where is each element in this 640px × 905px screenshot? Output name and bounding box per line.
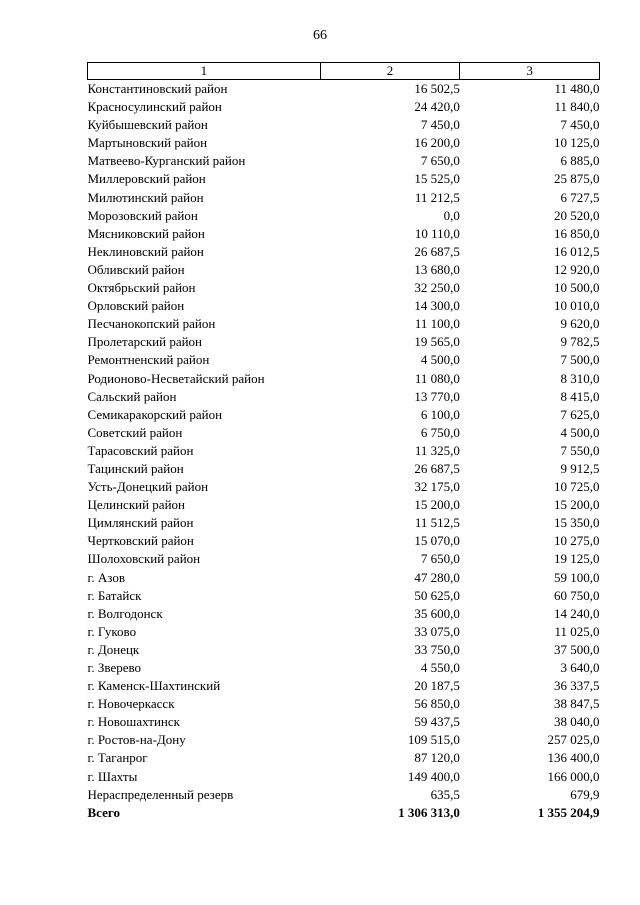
table-row [88,478,600,496]
cell-name: Нераспределенный резерв [87,786,234,802]
table-row [88,677,600,695]
table-row [88,370,600,388]
cell-value-col3: 4 500,0 [560,424,600,440]
cell-value-col3: 38 847,5 [554,696,600,712]
cell-value-col3: 11 840,0 [554,99,600,115]
cell-name: Тарасовский район [87,442,194,458]
column-header-1: 1 [88,63,321,80]
cell-name: г. Зверево [87,660,142,675]
table-row [88,388,600,406]
cell-value-col2: 35 600,0 [414,605,460,621]
cell-value-col3: 6 727,5 [560,189,600,205]
cell-name: Обливский район [87,261,185,277]
cell-value-col2: 11 512,5 [414,515,460,531]
cell-value-col2: 47 280,0 [414,569,460,585]
cell-value-col3: 257 025,0 [547,732,600,748]
cell-value-col2: 635,5 [430,786,460,802]
cell-value-col2: 7 450,0 [420,117,460,133]
cell-name: Миллеровский район [87,171,206,187]
table-row [88,659,600,677]
table-row [88,80,600,99]
cell-name: Морозовский район [87,207,198,223]
table-row [88,351,600,369]
cell-value-col2: 149 400,0 [407,768,460,784]
cell-value-col3: 6 885,0 [560,153,600,169]
cell-value-col3: 25 875,0 [554,171,600,187]
cell-value-col2: 26 687,5 [414,460,460,476]
cell-name: Октябрьский район [87,280,196,296]
cell-value-col2: 16 502,5 [414,81,460,96]
table-row [88,496,600,514]
cell-value-col2: 4 550,0 [420,660,460,675]
cell-name: г. Каменск-Шахтинский [87,678,221,694]
cell-value-col3: 11 480,0 [554,81,600,96]
cell-value-col2: 20 187,5 [414,678,460,694]
cell-value-col3: 9 620,0 [560,316,600,332]
cell-value-col3: 9 782,5 [560,334,600,350]
table-row [88,713,600,731]
column-header-3: 3 [460,63,600,80]
cell-name: г. Ростов-на-Дону [87,732,186,748]
cell-name: Тацинский район [87,460,184,476]
cell-name: г. Донецк [87,641,140,657]
table-row [88,786,600,804]
cell-name: Усть-Донецкий район [87,479,209,495]
table-row [88,587,600,605]
cell-name: Сальский район [87,388,177,404]
cell-value-col2: 6 750,0 [420,424,460,440]
cell-value-col2: 32 250,0 [414,280,460,296]
cell-value-col2: 33 075,0 [414,623,460,639]
cell-value-col3: 10 275,0 [554,533,600,549]
cell-value-col2: 87 120,0 [414,750,460,766]
cell-value-col3: 8 415,0 [560,388,600,404]
cell-name: Цимлянский район [87,515,194,531]
cell-name: Орловский район [87,298,185,314]
table-row [88,768,600,786]
cell-value-col3: 3 640,0 [560,660,600,675]
cell-value-col3: 12 920,0 [554,261,600,277]
cell-value-col2: 13 680,0 [414,261,460,277]
cell-value-col2: 11 100,0 [414,316,460,332]
allocation-table [87,62,600,822]
cell-value-col3: 16 012,5 [554,243,600,259]
table-row [88,442,600,460]
table-row [88,460,600,478]
table-body [88,80,600,822]
table-row [88,207,600,225]
cell-value-col3: 10 500,0 [554,280,600,296]
cell-name: Родионово-Несветайский район [87,370,265,386]
table-row [88,641,600,659]
cell-value-col2: 59 437,5 [414,714,460,730]
cell-value-col3: 15 350,0 [554,515,600,531]
cell-name: Семикаракорский район [87,406,223,422]
cell-name: Чертковский район [87,533,194,549]
cell-value-col2: 0,0 [443,207,460,223]
cell-value-col3: 7 450,0 [560,117,600,133]
cell-value-col2: 10 110,0 [414,225,460,241]
cell-value-col3: 37 500,0 [554,641,600,657]
cell-value-col2: 16 200,0 [414,135,460,151]
cell-name: Песчанокопский район [87,316,216,332]
cell-value-col2: 26 687,5 [414,243,460,259]
table-row [88,605,600,623]
table-row [88,152,600,170]
table-row [88,170,600,188]
cell-value-col2: 11 325,0 [414,442,460,458]
cell-name: г. Таганрог [87,750,148,766]
page-number: 66 [313,28,327,43]
cell-value-col3: 11 025,0 [554,623,600,639]
cell-name: г. Батайск [87,587,142,603]
cell-name: Константиновский район [87,81,228,96]
cell-value-col2: 15 070,0 [414,533,460,549]
cell-value-col2: 11 080,0 [414,370,460,386]
cell-value-col2: 7 650,0 [420,551,460,567]
table-row [88,749,600,767]
table-row [88,514,600,532]
table-row [88,189,600,207]
cell-value-col3: 14 240,0 [554,605,600,621]
cell-name: г. Волгодонск [87,605,163,621]
table-total-row [88,804,600,822]
cell-name: г. Гуково [87,623,137,639]
cell-value-col2: 109 515,0 [407,732,460,748]
cell-name: г. Азов [87,569,125,585]
cell-name: Мясниковский район [87,225,205,241]
table-row [88,225,600,243]
table-row [88,98,600,116]
cell-value-col3: 166 000,0 [547,768,600,784]
cell-name: г. Новошахтинск [87,714,180,730]
cell-name: Всего [87,804,120,820]
cell-name: Целинский район [87,497,185,513]
cell-value-col3: 38 040,0 [554,714,600,730]
cell-value-col3: 10 010,0 [554,298,600,314]
table-row [88,243,600,261]
cell-name: Мартыновский район [87,135,208,151]
cell-value-col2: 13 770,0 [414,388,460,404]
cell-value-col2: 56 850,0 [414,696,460,712]
table-row [88,406,600,424]
cell-value-col3: 679,9 [570,786,600,802]
cell-name: Милютинский район [87,189,204,205]
cell-value-col2: 19 565,0 [414,334,460,350]
cell-value-col2: 11 212,5 [414,189,460,205]
cell-name: Ремонтненский район [87,352,210,368]
table-header-row [88,63,600,80]
cell-value-col2: 4 500,0 [420,352,460,368]
cell-name: Красносулинский район [87,99,222,115]
cell-value-col3: 136 400,0 [547,750,600,766]
cell-value-col3: 59 100,0 [554,569,600,585]
cell-value-col3: 36 337,5 [554,678,600,694]
table-row [88,623,600,641]
cell-value-col2: 14 300,0 [414,298,460,314]
table-row [88,134,600,152]
cell-value-col3: 20 520,0 [554,207,600,223]
cell-value-col3: 8 310,0 [560,370,600,386]
cell-value-col3: 9 912,5 [560,460,600,476]
table-row [88,424,600,442]
cell-value-col2: 7 650,0 [420,153,460,169]
table-row [88,569,600,587]
table-row [88,532,600,550]
cell-name: Неклиновский район [87,243,204,259]
cell-value-col3: 60 750,0 [554,587,600,603]
cell-name: Шолоховский район [87,551,201,567]
table-row [88,279,600,297]
cell-value-col3: 7 550,0 [560,442,600,458]
cell-value-col2: 1 306 313,0 [398,804,460,820]
cell-value-col3: 15 200,0 [554,497,600,513]
cell-value-col2: 32 175,0 [414,479,460,495]
table-row [88,261,600,279]
cell-name: Советский район [87,424,183,440]
cell-name: г. Шахты [87,768,138,784]
table-row [88,116,600,134]
table-row [88,333,600,351]
table-row [88,731,600,749]
cell-value-col3: 7 625,0 [560,406,600,422]
cell-value-col2: 50 625,0 [414,587,460,603]
cell-name: Пролетарский район [87,334,203,350]
cell-name: г. Новочеркасск [87,696,175,712]
cell-value-col2: 15 200,0 [414,497,460,513]
cell-value-col3: 1 355 204,9 [537,804,600,820]
cell-value-col3: 19 125,0 [554,551,600,567]
table-row [88,695,600,713]
table-row [88,550,600,568]
cell-value-col3: 7 500,0 [560,352,600,368]
cell-value-col3: 10 725,0 [554,479,600,495]
cell-value-col2: 6 100,0 [420,406,460,422]
cell-name: Куйбышевский район [87,117,208,133]
cell-value-col3: 10 125,0 [554,135,600,151]
cell-value-col3: 16 850,0 [554,225,600,241]
cell-name: Матвеево-Курганский район [87,153,246,169]
column-header-2: 2 [320,63,460,80]
cell-value-col2: 15 525,0 [414,171,460,187]
cell-value-col2: 24 420,0 [414,99,460,115]
cell-value-col2: 33 750,0 [414,641,460,657]
table-row [88,297,600,315]
table-row [88,315,600,333]
